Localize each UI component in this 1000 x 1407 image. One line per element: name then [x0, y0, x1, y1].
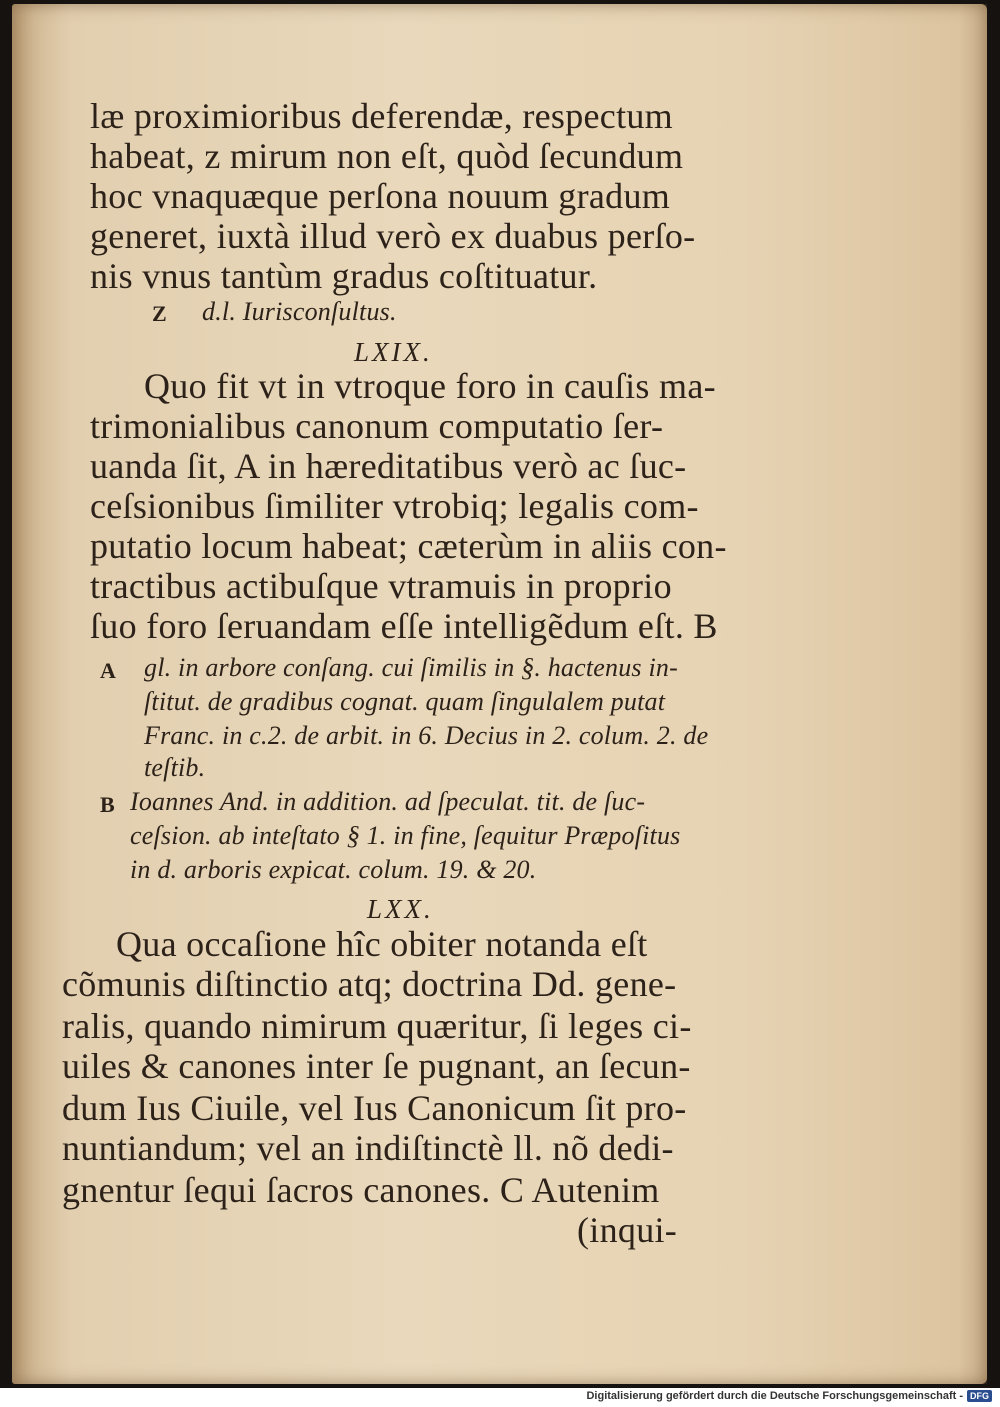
footnote-line: in d. arboris expicat. colum. 19. & 20.	[130, 855, 537, 884]
text-line: Qua occaſione hîc obiter notanda eſt	[116, 924, 648, 964]
text-line: ſuo foro ſeruandam eſſe intelligẽdum eſt. B	[90, 606, 718, 646]
text-line: nuntiandum; vel an indiſtinctè ll. nõ dedi-	[62, 1128, 674, 1168]
catchword: (inqui-	[577, 1210, 678, 1250]
footer-text: Digitalisierung gefördert durch die Deutsche Forschungsgemeinschaft -	[586, 1390, 963, 1402]
text-line: uanda ſit, A in hæreditatibus verò ac ſuc-	[90, 446, 687, 486]
text-line: putatio locum habeat; cæterùm in aliis con-	[90, 526, 727, 566]
note-marker: A	[100, 658, 116, 683]
text-line: trimonialibus canonum computatio ſer-	[90, 406, 664, 446]
footnote-line: Franc. in c.2. de arbit. in 6. Decius in 2. colum. 2. de	[144, 721, 709, 750]
text-line: hoc vnaquæque perſona nouum gradum	[90, 176, 671, 216]
text-line: nis vnus tantùm gradus coſtituatur.	[90, 256, 598, 296]
text-line: generet, iuxtà illud verò ex duabus perſo-	[90, 216, 696, 256]
footnote-line: Ioannes And. in addition. ad ſpeculat. tit. de ſuc-	[130, 787, 646, 816]
digitization-footer	[586, 1390, 992, 1402]
text-line: Quo fit vt in vtroque foro in cauſis ma-	[144, 366, 716, 406]
note-marker: Z	[152, 301, 167, 326]
text-line: ralis, quando nimirum quæritur, ſi leges ci-	[62, 1006, 692, 1046]
text-line: uiles & canones inter ſe pugnant, an ſecun-	[62, 1046, 691, 1086]
text-line: habeat, z mirum non eſt, quòd ſecundum	[90, 136, 684, 176]
book-page	[12, 4, 987, 1384]
section-heading: LXIX.	[354, 337, 433, 367]
footnote-line: d.l. Iurisconſultus.	[202, 297, 397, 326]
section-heading: LXX.	[367, 894, 434, 924]
page-edge-shadow	[959, 4, 987, 1384]
text-line: læ proximioribus deferendæ, respectum	[90, 96, 673, 136]
footnote-line: teſtib.	[144, 753, 206, 782]
text-line: cõmunis diſtinctio atq; doctrina Dd. gene-	[62, 964, 677, 1004]
dfg-logo: DFG	[967, 1390, 992, 1402]
text-line: gnentur ſequi ſacros canones. C Autenim	[62, 1170, 660, 1210]
text-line: tractibus actibuſque vtramuis in proprio	[90, 566, 672, 606]
text-line: ceſsionibus ſimiliter vtrobiq; legalis com-	[90, 486, 699, 526]
footnote-line: gl. in arbore conſang. cui ſimilis in §. hactenus in-	[144, 653, 678, 682]
text-line: dum Ius Ciuile, vel Ius Canonicum ſit pro-	[62, 1088, 687, 1128]
footnote-line: ſtitut. de gradibus cognat. quam ſingulalem putat	[144, 687, 666, 716]
footnote-line: ceſsion. ab inteſtato § 1. in fine, ſequitur Præpoſitus	[130, 821, 681, 850]
note-marker: B	[100, 792, 115, 817]
